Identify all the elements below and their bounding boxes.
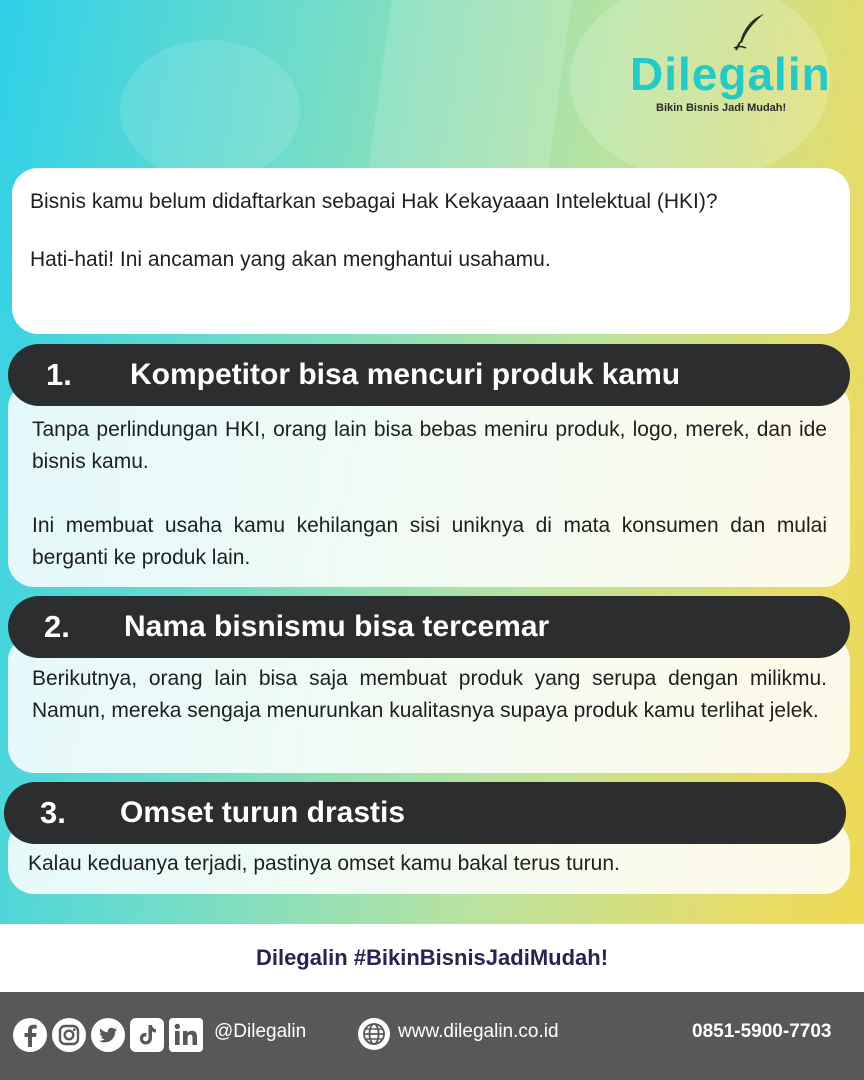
intro-card [12, 168, 850, 334]
bg-shape [120, 40, 300, 180]
section-2-paragraph-1: Berikutnya, orang lain bisa saja membuat produk yang serupa dengan milikmu. Namun, mereka sengaja menurunkan kualitasnya supaya produk kamu terlihat jelek. [32, 667, 827, 722]
section-3-title: Omset turun drastis [120, 796, 406, 829]
section-1-title: Kompetitor bisa mencuri produk kamu [130, 358, 681, 391]
intro-question: Bisnis kamu belum didaftarkan sebagai Hak Kekayaaan Intelektual (HKI)? [30, 190, 718, 213]
social-handle[interactable]: @Dilegalin [214, 1021, 307, 1042]
section-3-body [28, 848, 828, 880]
section-1-body [32, 414, 827, 574]
instagram-icon[interactable] [51, 1017, 87, 1053]
twitter-icon[interactable] [90, 1017, 126, 1053]
footer [0, 992, 864, 1080]
section-1-paragraph-2: Ini membuat usaha kamu kehilangan sisi uniknya di mata konsumen dan mulai berganti ke produk lain. [32, 514, 827, 569]
section-2-body [32, 663, 827, 727]
phone-number: 0851-5900-7703 [692, 1021, 832, 1042]
social-icons [12, 1016, 207, 1054]
website-link[interactable]: www.dilegalin.co.id [398, 1021, 559, 1042]
tiktok-icon[interactable] [129, 1017, 165, 1053]
section-3-paragraph-1: Kalau keduanya terjadi, pastinya omset kamu bakal terus turun. [28, 852, 620, 875]
globe-icon [357, 1017, 391, 1051]
linkedin-icon[interactable] [168, 1017, 204, 1053]
intro-warning: Hati-hati! Ini ancaman yang akan menghantui usahamu. [30, 248, 551, 271]
section-1-number: 1. [46, 357, 72, 392]
section-2-number: 2. [44, 609, 70, 644]
bg-shape [368, 0, 572, 170]
section-1-paragraph-1: Tanpa perlindungan HKI, orang lain bisa bebas meniru produk, logo, merek, dan ide bisnis kamu. [32, 418, 827, 473]
slogan-text: Dilegalin #BikinBisnisJadiMudah! [255, 945, 609, 970]
slogan-strip [0, 924, 864, 992]
section-1-header [8, 344, 850, 406]
brand-logo [630, 48, 850, 114]
feather-pen-icon [730, 12, 770, 52]
brand-name: Dilegalin [630, 48, 831, 100]
section-3-number: 3. [40, 795, 66, 830]
section-2-header [8, 596, 850, 658]
section-3-header [4, 782, 846, 844]
section-1-panel [8, 382, 850, 587]
section-2-title: Nama bisnismu bisa tercemar [124, 610, 550, 643]
brand-tagline: Bikin Bisnis Jadi Mudah! [656, 102, 787, 114]
facebook-icon[interactable] [12, 1017, 48, 1053]
